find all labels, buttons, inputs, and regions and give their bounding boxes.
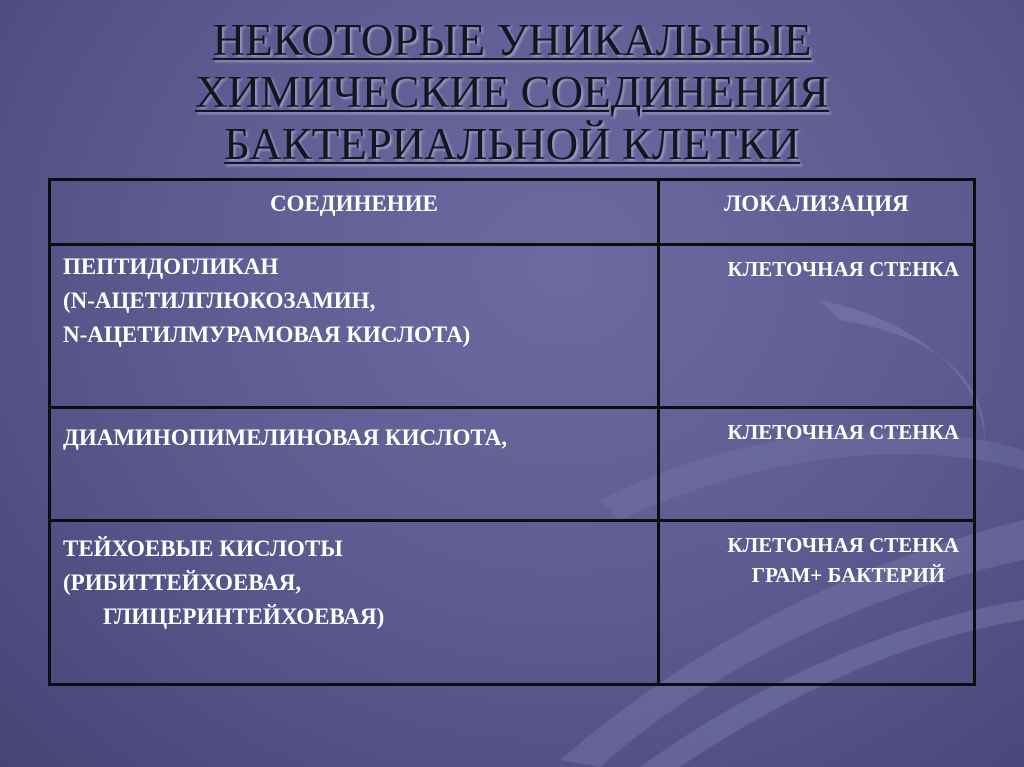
location-line: КЛЕТОЧНАЯ СТЕНКА (727, 257, 959, 281)
column-header-compound: СОЕДИНЕНИЕ (50, 180, 659, 245)
compounds-table (48, 178, 976, 686)
compound-line: ТЕЙХОЕВЫЕ КИСЛОТЫ (63, 536, 343, 561)
slide-title (0, 14, 1024, 170)
compound-line: (РИБИТТЕЙХОЕВАЯ, (63, 570, 302, 595)
title-line: ХИМИЧЕСКИЕ СОЕДИНЕНИЯ (195, 67, 829, 117)
location-line: КЛЕТОЧНАЯ СТЕНКА (727, 420, 959, 444)
compound-line: (N-АЦЕТИЛГЛЮКОЗАМИН, (63, 288, 376, 313)
compound-cell (50, 521, 659, 685)
table-header-row (50, 180, 975, 245)
table-row (50, 245, 975, 408)
location-cell (658, 521, 974, 685)
compound-line: ГЛИЦЕРИНТЕЙХОЕВАЯ) (103, 604, 385, 629)
column-header-location: ЛОКАЛИЗАЦИЯ (658, 180, 974, 245)
compound-cell (50, 408, 659, 521)
table-row (50, 521, 975, 685)
compound-cell (50, 245, 659, 408)
location-cell (658, 408, 974, 521)
title-line: БАКТЕРИАЛЬНОЙ КЛЕТКИ (224, 119, 800, 169)
title-line: НЕКОТОРЫЕ УНИКАЛЬНЫЕ (212, 15, 812, 65)
location-line: ГРАМ+ БАКТЕРИЙ (751, 563, 945, 587)
table-row (50, 408, 975, 521)
compound-line: ПЕПТИДОГЛИКАН (63, 254, 279, 279)
location-line: КЛЕТОЧНАЯ СТЕНКА (727, 533, 959, 557)
location-cell (658, 245, 974, 408)
compound-line: N-АЦЕТИЛМУРАМОВАЯ КИСЛОТА) (63, 322, 471, 347)
compound-line: ДИАМИНОПИМЕЛИНОВАЯ КИСЛОТА, (63, 425, 508, 450)
